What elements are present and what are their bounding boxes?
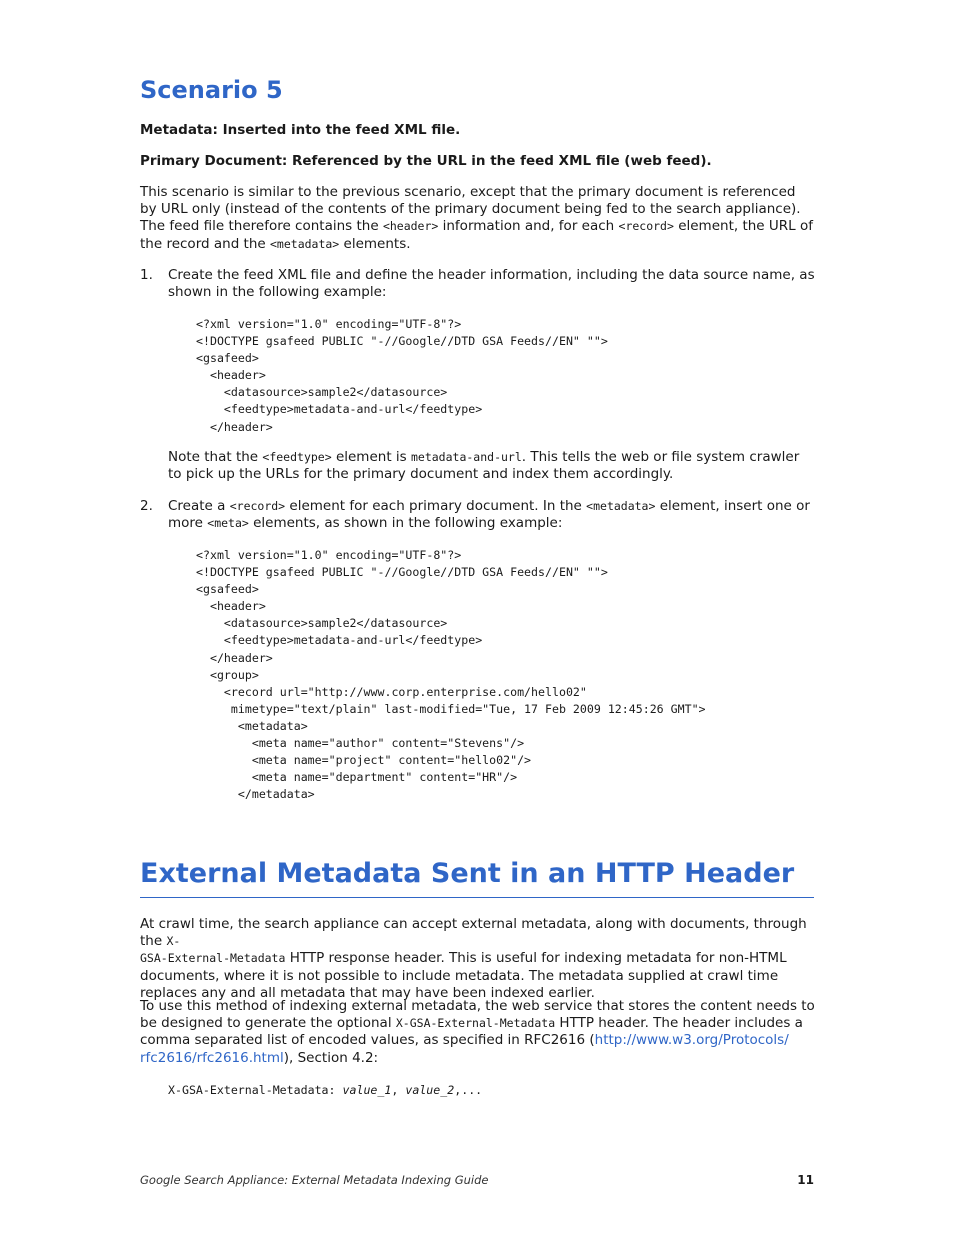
scenario-heading: Scenario 5 <box>140 76 283 104</box>
scenario-intro: This scenario is similar to the previous scenario, except that the primary document is referenced by URL only (instead of the contents of the primary document being fed to the search appliance). The feed file therefore contains the <header> information and, for each <record> element, the URL of the record and the <metadata> elements. <box>140 184 813 252</box>
section-heading: External Metadata Sent in an HTTP Header <box>140 858 795 889</box>
step-1-code-block: <?xml version="1.0" encoding="UTF-8"?> <!DOCTYPE gsafeed PUBLIC "-//Google//DTD GSA Feeds//EN" ""> <gsafeed> <header> <datasource>sample2</datasource> <feedtype>metadata-and-url</feedtype> </header> <box>196 317 608 434</box>
step-1-number: 1. <box>140 267 153 283</box>
rfc2616-link[interactable]: http://www.w3.org/Protocols/ rfc2616/rfc2616.html <box>140 1032 789 1066</box>
section-paragraph-1: At crawl time, the search appliance can accept external metadata, along with documents, through the X- GSA-External-Metadata HTTP response header. This is useful for indexing metadata for non-HTML documents, where it is not possible to include metadata. The metadata supplied at crawl time replaces any and all metadata that may have been indexed earlier. <box>140 916 807 1001</box>
section-paragraph-2: To use this method of indexing external metadata, the web service that stores the content needs to be designed to generate the optional X-GSA-External-Metadata HTTP header. The header includes a comma separated list of encoded values, as specified in RFC2616 (http://www.w3.org/Protocols/ rfc2616/rfc2616.html), Section 4.2: <box>140 998 815 1066</box>
step-1-note: Note that the <feedtype> element is metadata-and-url. This tells the web or file system crawler to pick up the URLs for the primary document and index them accordingly. <box>168 449 800 483</box>
primary-document-line: Primary Document: Referenced by the URL in the feed XML file (web feed). <box>140 153 712 169</box>
step-2-number: 2. <box>140 498 153 514</box>
metadata-line: Metadata: Inserted into the feed XML file. <box>140 122 461 138</box>
page-number: 11 <box>797 1173 814 1187</box>
step-2-text: Create a <record> element for each primary document. In the <metadata> element, insert one or more <meta> elements, as shown in the following example: <box>168 498 810 532</box>
header-syntax-code: X-GSA-External-Metadata: value_1, value_2,... <box>168 1083 483 1097</box>
heading-rule <box>140 897 814 898</box>
step-2-code-block: <?xml version="1.0" encoding="UTF-8"?> <!DOCTYPE gsafeed PUBLIC "-//Google//DTD GSA Feeds//EN" ""> <gsafeed> <header> <datasource>sample2</datasource> <feedtype>metadata-and-url</feedtype> </header> <group> <record url="http://www.corp.enterprise.com/hello02" mimetype="text/plain" last-modified="Tue, 17 Feb 2009 12:45:26 GMT"> <metadata> <meta name="author" content="Stevens"/> <meta name="project" content="hello02"/> <meta name="department" content="HR"/> </metadata> <box>196 548 706 802</box>
footer-document-title: Google Search Appliance: External Metadata Indexing Guide <box>140 1173 489 1187</box>
step-1-text: Create the feed XML file and define the header information, including the data source name, as shown in the following example: <box>168 267 815 301</box>
